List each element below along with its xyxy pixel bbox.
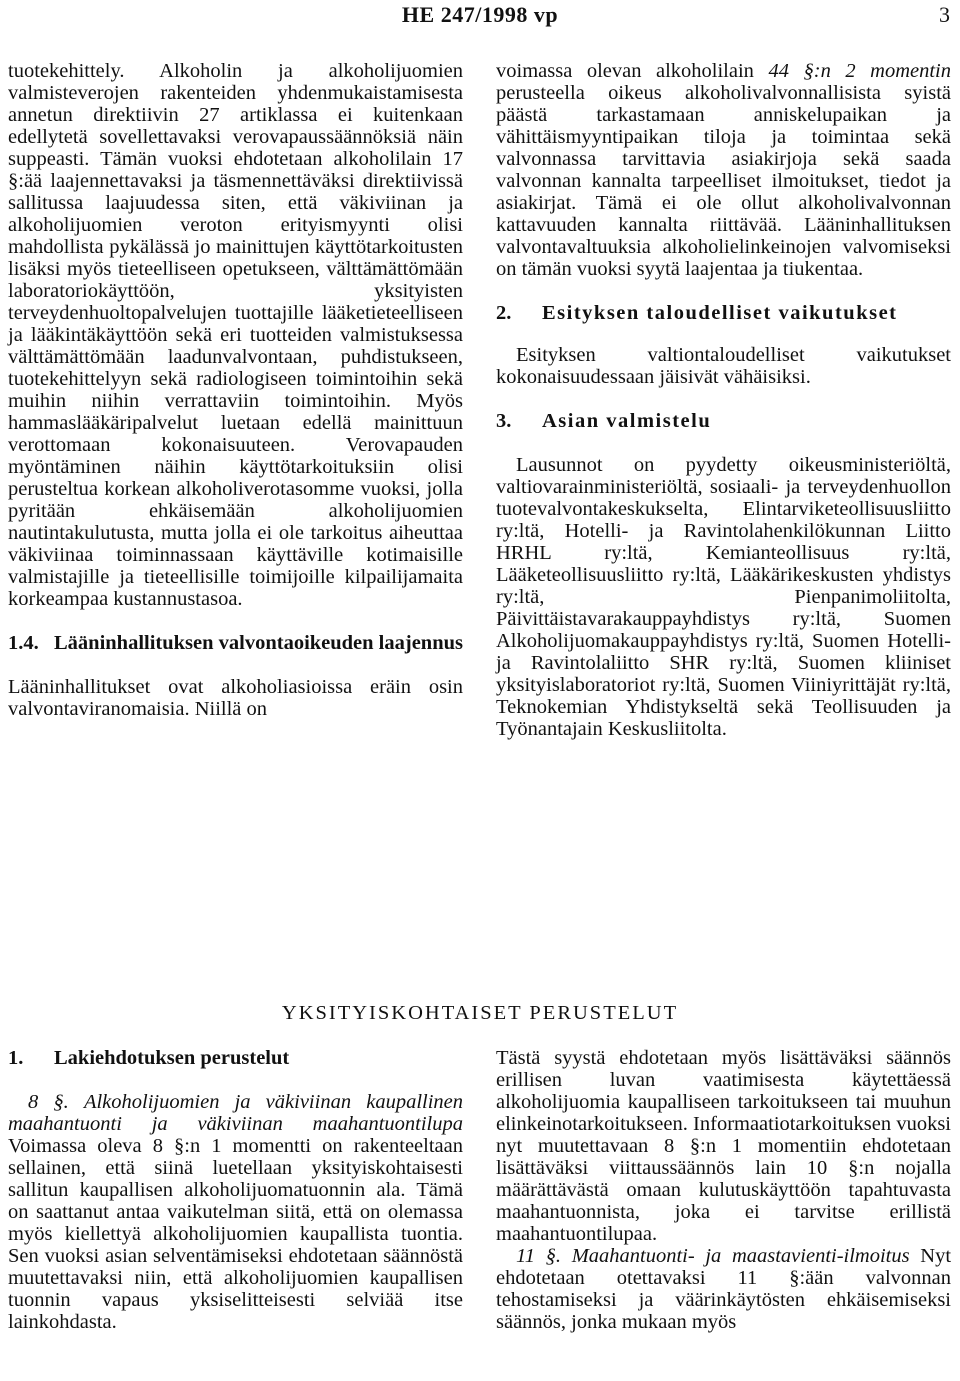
paragraph-label: 8 §.	[28, 1091, 69, 1113]
bottom-left-column	[8, 1047, 463, 1333]
body-paragraph	[8, 1091, 463, 1333]
body-paragraph: tuotekehittely. Alkoholin ja alkoholijuomien valmisteverojen rakenteiden yhdenmukaistamisesta annetun direktiivin 27 artiklassa ei kuitenkaan edellytetä sovellettavaksi verovapaussäännöksiä näin suppeasti. Tämän vuoksi ehdotetaan alkoholilain 17 §:ää laajennettavaksi ja täsmennettäväksi direktiivissä sallitussa laajuudessa siten, että väkiviinan ja alkoholijuomien veroton erityismyynti olisi mahdollista pykälässä jo mainittujen käyttötarkoitusten lisäksi myös tieteelliseen opetukseen, välttämättömään laboratoriokäyttöön, yksityisten terveydenhuoltopalvelujen tuottajille lääketieteelliseen ja lääkintäkäyttöön sekä eri tuotteiden valmistuksessa välttämättömään laadunvalvontaan, puhdistukseen, tuotekehittelyyn sekä radiologiseen toimintoihin sekä muihin niihin verrattaviin toimintoihin. Myös hammaslääkäripalvelut luetaan edellä mainittuun verottomaan kokonaisuuteen. Verovapauden myöntäminen näihin käyttötarkoituksiin olisi perusteltua korkean alkoholiverotasomme vuoksi, jolla pyritään ehkäisemään alkoholijuomien nautintakulutusta, mutta jolla ei ole tarkoitus aiheuttaa väkiviinaa toiminnassaan käyttäville kotimaisille valmistajille ja tieteellisille toimijoille kilpailijamaita korkeampaa kustannustasoa.	[8, 60, 463, 610]
section-title: Lakiehdotuksen perustelut	[54, 1047, 290, 1069]
section-heading	[496, 302, 951, 324]
text-run: voimassa olevan alkoholilain	[496, 60, 769, 82]
body-paragraph	[496, 60, 951, 280]
italic-heading: Alkoholijuomien ja väkiviinan kaupallinen maahantuonti ja väkiviinan maahantuontilupa	[8, 1091, 464, 1135]
italic-heading: Maahantuonti- ja maastavienti-ilmoitus	[571, 1245, 910, 1267]
top-right-column	[496, 60, 951, 740]
part-title: YKSITYISKOHTAISET PERUSTELUT	[281, 1002, 679, 1024]
section-heading	[8, 632, 463, 654]
top-left-column	[8, 60, 463, 720]
body-paragraph: Tästä syystä ehdotetaan myös lisättäväksi säännös erillisen luvan vaatimisesta käytettäessä alkoholijuomia kaupalliseen tarkoitukseen tai muuhun elinkeinotarkoitukseen. Informaatiotarkoituksen vuoksi nyt muutettavaan 8 §:n 1 momentiin ehdotetaan lisättäväksi viittaussäännös lain 10 §:n nojalla määrättävästä omaan kulutuskäyttöön tapahtuvasta maahantuonnista, joka ei tarvitse erillistä maahantuontilupaa.	[496, 1047, 951, 1245]
section-number: 2.	[496, 302, 512, 324]
body-paragraph	[496, 1245, 951, 1333]
text-run: Voimassa oleva 8 §:n 1 momentti on rakenteeltaan sellainen, että siinä luetellaan yksityiskohtaisesti sallitun kaupallisen alkoholijuomatuonnin ala. Tämä on saattanut antaa vaikutelman siitä, että on olemassa myös kiellettyä alkoholijuomien kaupallista tuontia. Sen vuoksi asian selventämiseksi ehdotetaan säännöstä muutettavaksi niin, että alkoholijuomien kaupallisen tuonnin vapaus yksiselitteisesti selviää itse lainkohdasta.	[8, 1135, 463, 1333]
text-run: perusteella oikeus alkoholivalvonnallisista syistä päästä tarkastamaan anniskelupaikan ja vähittäismyyntipaikan tiloja ja toimintaa sekä valvonnassa tarvittavia asiakirjoja sekä saada valvonnan kannalta tarpeelliset ilmoitukset, tiedot ja asiakirjat. Tämä ei ole ollut alkoholivalvonnan kattavuuden kannalta riittävää. Lääninhallituksen valvontavaltuuksia alkoholielinkeinojen valvomiseksi on tämän vuoksi syytä laajentaa ja tiukentaa.	[496, 82, 951, 280]
section-title: Esityksen taloudelliset vaikutukset	[542, 302, 898, 324]
text-run: Nyt ehdotetaan otettavaksi 11 §:ään valvonnan tehostamiseksi ja väärinkäytösten ehkäisemiseksi säännös, jonka mukaan myös	[496, 1245, 952, 1333]
section-heading	[8, 1047, 463, 1069]
body-paragraph: Esityksen valtiontaloudelliset vaikutukset kokonaisuudessaan jäisivät vähäisiksi.	[496, 344, 951, 388]
section-number: 3.	[496, 410, 512, 432]
section-number: 1.4.	[8, 632, 39, 654]
paragraph-label: 11 §.	[516, 1245, 562, 1267]
section-heading	[496, 410, 951, 432]
section-number: 1.	[8, 1047, 24, 1069]
page-number: 3	[939, 2, 950, 27]
section-title: Asian valmistelu	[542, 410, 712, 432]
body-paragraph: Lausunnot on pyydetty oikeusministeriöltä, valtiovarainministeriöltä, sosiaali- ja terveydenhuollon tuotevalvontakeskukselta, Elintarviketeollisuusliitto ry:ltä, Hotelli- ja Ravintolahenkilökunnan Liitto HRHL ry:ltä, Kemianteollisuus ry:ltä, Lääketeollisuusliitto ry:ltä, Lääkärikeskusten yhdistys ry:ltä, Pienpanimoliitolta, Päivittäistavarakauppayhdistys ry:ltä, Suomen Alkoholijuomakauppayhdistys ry:ltä, Suomen Hotelli- ja Ravintolaliitto SHR ry:ltä, Suomen kliiniset yksityislaboratoriot ry:ltä, Suomen Viiniyrittäjät ry:ltä, Teknokemian Yhdistykseltä sekä Teollisuuden ja Työnantajain Keskusliitolta.	[496, 454, 951, 740]
section-title: Lääninhallituksen valvontaoikeuden laajennus	[54, 632, 463, 654]
body-paragraph: Lääninhallitukset ovat alkoholiasioissa eräin osin valvontaviranomaisia. Niillä on	[8, 676, 463, 720]
page-header	[0, 2, 960, 32]
document-id: HE 247/1998 vp	[401, 2, 559, 27]
bottom-right-column	[496, 1047, 951, 1333]
italic-reference: 44 §:n 2 momentin	[768, 60, 951, 82]
